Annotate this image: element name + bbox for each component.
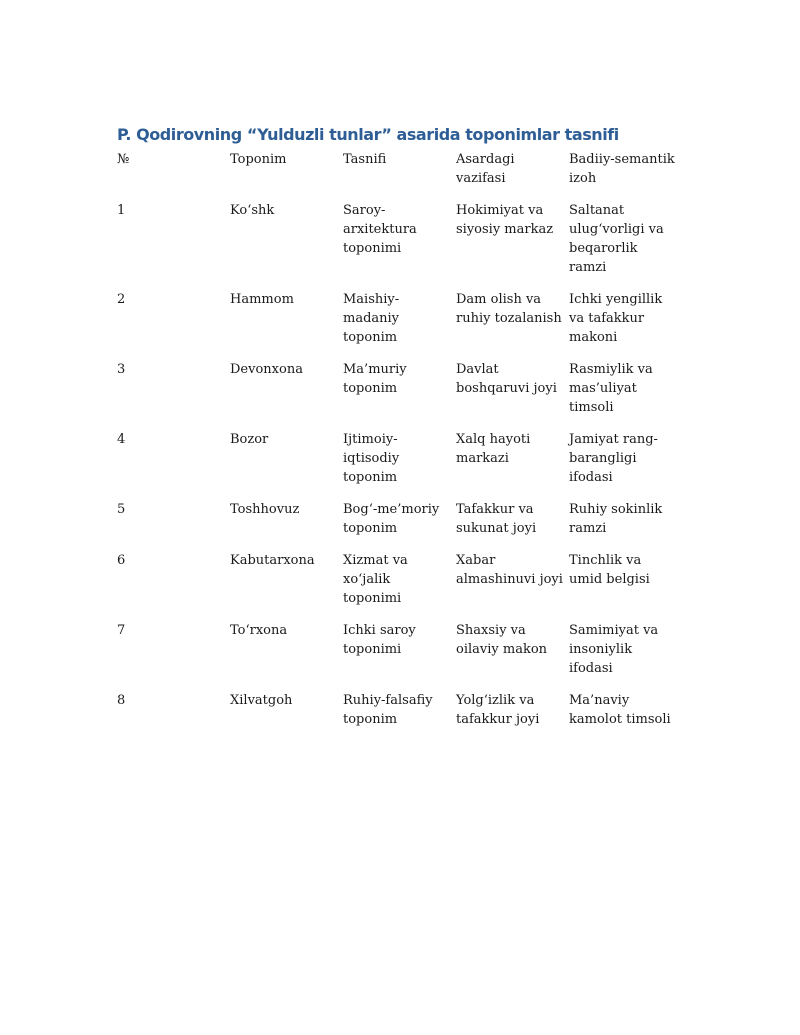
table-row: [117, 621, 682, 691]
cell-classification: Ijtimoiy-iqtisodiy toponim: [343, 432, 400, 485]
cell-classification: Ruhiy-falsafiy toponim: [343, 693, 433, 727]
cell-number: 4: [117, 432, 126, 447]
cell-number: 5: [117, 502, 126, 517]
cell-number: 1: [117, 203, 126, 218]
table-row: [117, 500, 682, 551]
cell-toponym: Ko‘shk: [230, 203, 275, 218]
cell-toponym: Kabutarxona: [230, 553, 315, 568]
cell-classification: Ma’muriy toponim: [343, 362, 407, 396]
table-row: [117, 201, 682, 290]
header-number: №: [117, 152, 130, 167]
cell-semantic-note: Ma’naviy kamolot timsoli: [569, 693, 671, 727]
header-semantic-note: Badiiy-semantik izoh: [569, 152, 675, 186]
cell-classification: Xizmat va xo‘jalik toponimi: [343, 553, 408, 606]
cell-semantic-note: Samimiyat va insoniylik ifodasi: [569, 623, 659, 676]
table-row: [117, 551, 682, 621]
toponym-classification-table: [117, 150, 682, 742]
cell-number: 3: [117, 362, 126, 377]
cell-semantic-note: Saltanat ulug‘vorligi va beqarorlik ramzi: [569, 203, 664, 275]
cell-classification: Saroy-arxitektura toponimi: [343, 203, 417, 256]
cell-function: Xalq hayoti markazi: [456, 432, 531, 466]
table-row: [117, 691, 682, 742]
cell-toponym: Bozor: [230, 432, 269, 447]
cell-number: 6: [117, 553, 126, 568]
cell-function: Dam olish va ruhiy tozalanish: [456, 292, 562, 326]
header-toponym: Toponim: [230, 152, 287, 167]
cell-classification: Ichki saroy toponimi: [343, 623, 416, 657]
cell-toponym: Xilvatgoh: [230, 693, 293, 708]
table-row: [117, 290, 682, 360]
table-header-row: [117, 150, 682, 201]
cell-function: Davlat boshqaruvi joyi: [456, 362, 557, 396]
document-title: P. Qodirovning “Yulduzli tunlar” asarida toponimlar tasnifi: [117, 125, 619, 144]
cell-classification: Maishiy-madaniy toponim: [343, 292, 400, 345]
cell-toponym: Hammom: [230, 292, 294, 307]
cell-function: Hokimiyat va siyosiy markaz: [456, 203, 554, 237]
header-classification: Tasnifi: [343, 152, 387, 167]
cell-function: Yolg‘izlik va tafakkur joyi: [456, 693, 540, 727]
table-row: [117, 360, 682, 430]
cell-number: 2: [117, 292, 126, 307]
table-row: [117, 430, 682, 500]
cell-semantic-note: Tinchlik va umid belgisi: [569, 553, 650, 587]
cell-function: Shaxsiy va oilaviy makon: [456, 623, 548, 657]
cell-function: Tafakkur va sukunat joyi: [456, 502, 537, 536]
header-function: Asardagi vazifasi: [456, 152, 515, 186]
cell-number: 8: [117, 693, 126, 708]
cell-semantic-note: Ichki yengillik va tafakkur makoni: [569, 292, 663, 345]
cell-number: 7: [117, 623, 126, 638]
cell-semantic-note: Jamiyat rang-barangligi ifodasi: [569, 432, 658, 485]
cell-semantic-note: Ruhiy sokinlik ramzi: [569, 502, 663, 536]
cell-toponym: To‘rxona: [230, 623, 288, 638]
cell-function: Xabar almashinuvi joyi: [456, 553, 563, 587]
cell-semantic-note: Rasmiylik va mas’uliyat timsoli: [569, 362, 653, 415]
cell-classification: Bog‘-me’moriy toponim: [343, 502, 440, 536]
cell-toponym: Devonxona: [230, 362, 303, 377]
cell-toponym: Toshhovuz: [230, 502, 300, 517]
